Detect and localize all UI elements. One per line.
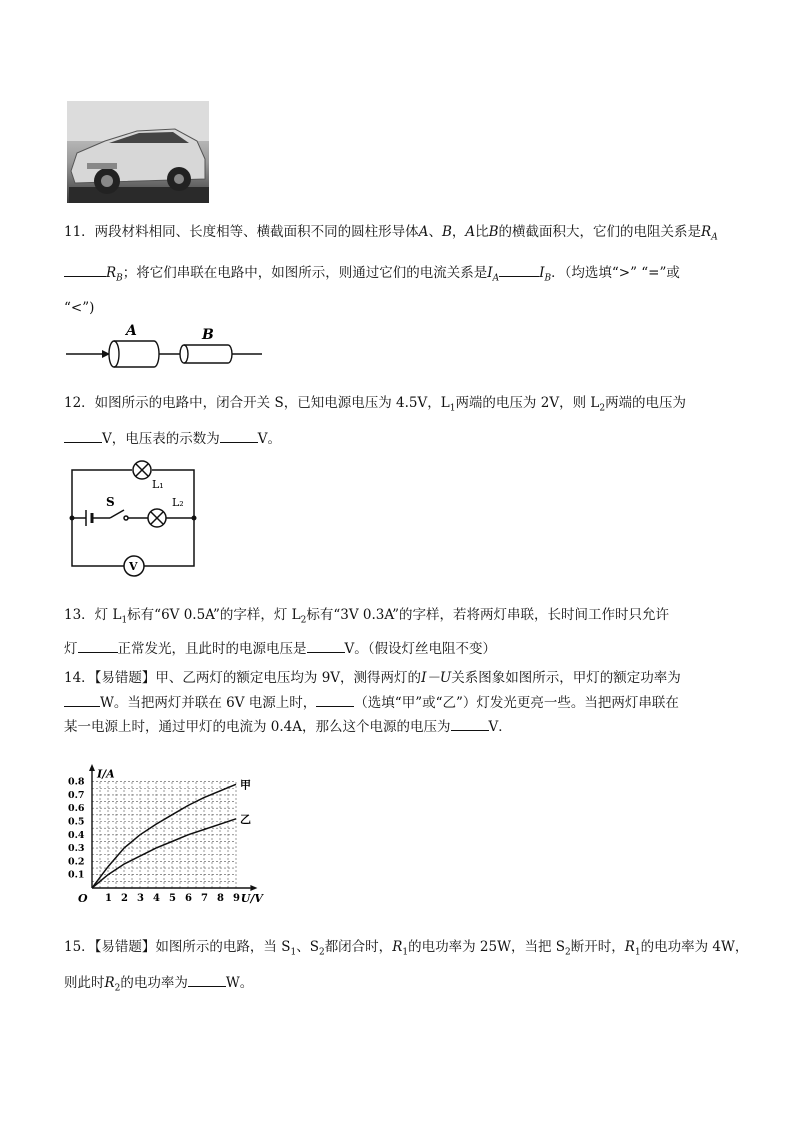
answer-blank[interactable] [451,716,489,731]
q11-text: 11．两段材料相同、长度相等、横截面积不同的圆柱形导体 [64,224,419,240]
y-axis-arrow [89,764,95,771]
y-tick-label: 0.1 [68,869,85,881]
sub: 2 [300,615,307,626]
switch-label: S [106,495,115,509]
x-tick-label: 2 [121,893,128,904]
sub: 1 [449,403,456,414]
text: V． [488,719,512,735]
x-axis-arrow [250,885,257,891]
q15-line2 [64,972,253,999]
y-tick-label: 0.6 [68,803,85,815]
text: 的电功率为 [120,975,188,991]
text: 灯 [64,641,78,657]
text: 的电功率为 25W，当把 S [408,939,565,955]
x-tick-label: 4 [153,893,160,904]
label-b: B [202,327,214,343]
text: 标有“3V 0.3A”的字样，若将两灯串联，长时间工作时只允许 [306,607,670,623]
sub: 1 [121,615,128,626]
var-i: I [539,265,545,281]
y-tick-label: 0.7 [68,789,85,801]
text: 14．【易错题】甲、乙两灯的额定电压均为 9V，测得两灯的 [64,670,422,686]
text: 15．【易错题】如图所示的电路，当 S [64,939,291,955]
text: 某一电源上时，通过甲灯的电流为 0.4A，那么这个电源的电压为 [64,719,451,735]
q11-line3 [64,298,94,318]
series-label: 乙 [240,812,251,826]
text: V，电压表的示数为 [102,431,220,447]
text: 两端的电压为 [605,395,687,411]
q11-line2 [64,262,680,289]
y-tick-label: 0.4 [68,829,85,841]
sub: A [492,273,500,284]
text: ；将它们串联在电路中，如图所示，则通过它们的电流关系是 [122,265,488,281]
var-b: B [441,224,452,240]
answer-blank[interactable] [64,428,102,443]
text: 的电功率为 4W， [640,939,749,955]
text: 的横截面积大，它们的电阻关系是 [498,224,702,240]
sep: ， [451,224,466,240]
text: 关系图象如图所示，甲灯的额定功率为 [451,670,681,686]
q13-line2 [64,638,496,659]
var-a: A [418,224,429,240]
car-photo [67,101,209,203]
text: ．（均选填“>” “=”或 [551,265,680,281]
x-tick-label: 5 [169,893,176,904]
text: 则此时 [64,975,105,991]
text: 两端的电压为 2V，则 L [455,395,600,411]
text: 、S [296,939,319,955]
text: 都闭合时， [324,939,393,955]
x-axis-label: U/V [240,892,263,905]
sub: 1 [634,947,641,958]
var-a: A [465,224,476,240]
sub: A [711,232,718,243]
label-a: A [126,323,137,339]
sub: B [544,273,552,284]
text: 比 [475,224,489,240]
y-tick-label: 0.5 [68,816,85,828]
text: 12．如图所示的电路中，闭合开关 S，已知电源电压为 4.5V，L [64,395,450,411]
text: 断开时， [570,939,625,955]
var-i: I [487,265,493,281]
q11-line1 [64,222,718,248]
x-tick-label: 3 [137,893,144,904]
text: W。当把两灯并联在 6V 电源上时， [100,695,317,711]
x-tick-label: 9 [233,893,240,904]
series-label: 甲 [240,778,251,792]
sub: 2 [114,983,121,994]
y-tick-label: 0.3 [68,843,85,855]
var-r: R [106,265,117,281]
q13-line1 [64,605,669,631]
answer-blank[interactable] [64,262,106,277]
x-tick-label: 7 [201,893,208,904]
text: 标有“6V 0.5A”的字样，灯 L [127,607,301,623]
text: 正常发光，且此时的电源电压是 [117,641,307,657]
x-tick-label: 1 [105,893,112,904]
text: 13．灯 L [64,607,122,623]
text: V。（假设灯丝电阻不变） [344,641,496,657]
q14-line2 [64,692,679,713]
lamp-l2-label: L₂ [172,496,184,509]
q12-line2 [64,428,281,449]
answer-blank[interactable] [188,972,226,987]
sep: 、 [428,224,442,240]
q14-line3 [64,716,512,737]
sub: B [116,273,123,284]
x-tick-label: 8 [217,893,224,904]
sub: 2 [564,947,571,958]
var-r: R [392,939,403,955]
text: W。 [225,975,254,991]
series-line-yi [92,819,236,888]
sub: 1 [402,947,409,958]
iu-chart-svg [62,750,272,918]
answer-blank[interactable] [64,692,100,707]
y-tick-label: 0.2 [68,856,85,868]
sub: 1 [290,947,297,958]
sub: 2 [318,947,325,958]
x-tick-label: 6 [185,893,192,904]
q15-line1 [64,937,748,963]
lamp-l1-label: L₁ [152,478,164,491]
text: “<”) [64,300,95,316]
sub: 2 [599,403,606,414]
var-b: B [488,224,499,240]
y-tick-label: 0.8 [68,776,85,788]
answer-blank[interactable] [499,262,539,277]
var-r: R [624,939,635,955]
text: V。 [257,431,281,447]
iu-chart [62,750,272,918]
var-r: R [701,224,712,240]
y-axis-label: I/A [97,767,115,781]
voltmeter-label: V [129,560,138,573]
q14-line1 [64,668,681,688]
answer-blank[interactable] [307,638,345,653]
answer-blank[interactable] [78,638,118,653]
var-r: R [104,975,115,991]
conductor-figure [66,320,266,368]
origin-label: O [78,892,88,905]
answer-blank[interactable] [220,428,258,443]
q12-line1 [64,393,686,419]
answer-blank[interactable] [316,692,354,707]
text: （选填“甲”或“乙”）灯发光更亮一些。当把两灯串联在 [354,695,679,711]
var-iu: I－U [421,670,452,686]
circuit-figure-q12 [64,456,204,584]
